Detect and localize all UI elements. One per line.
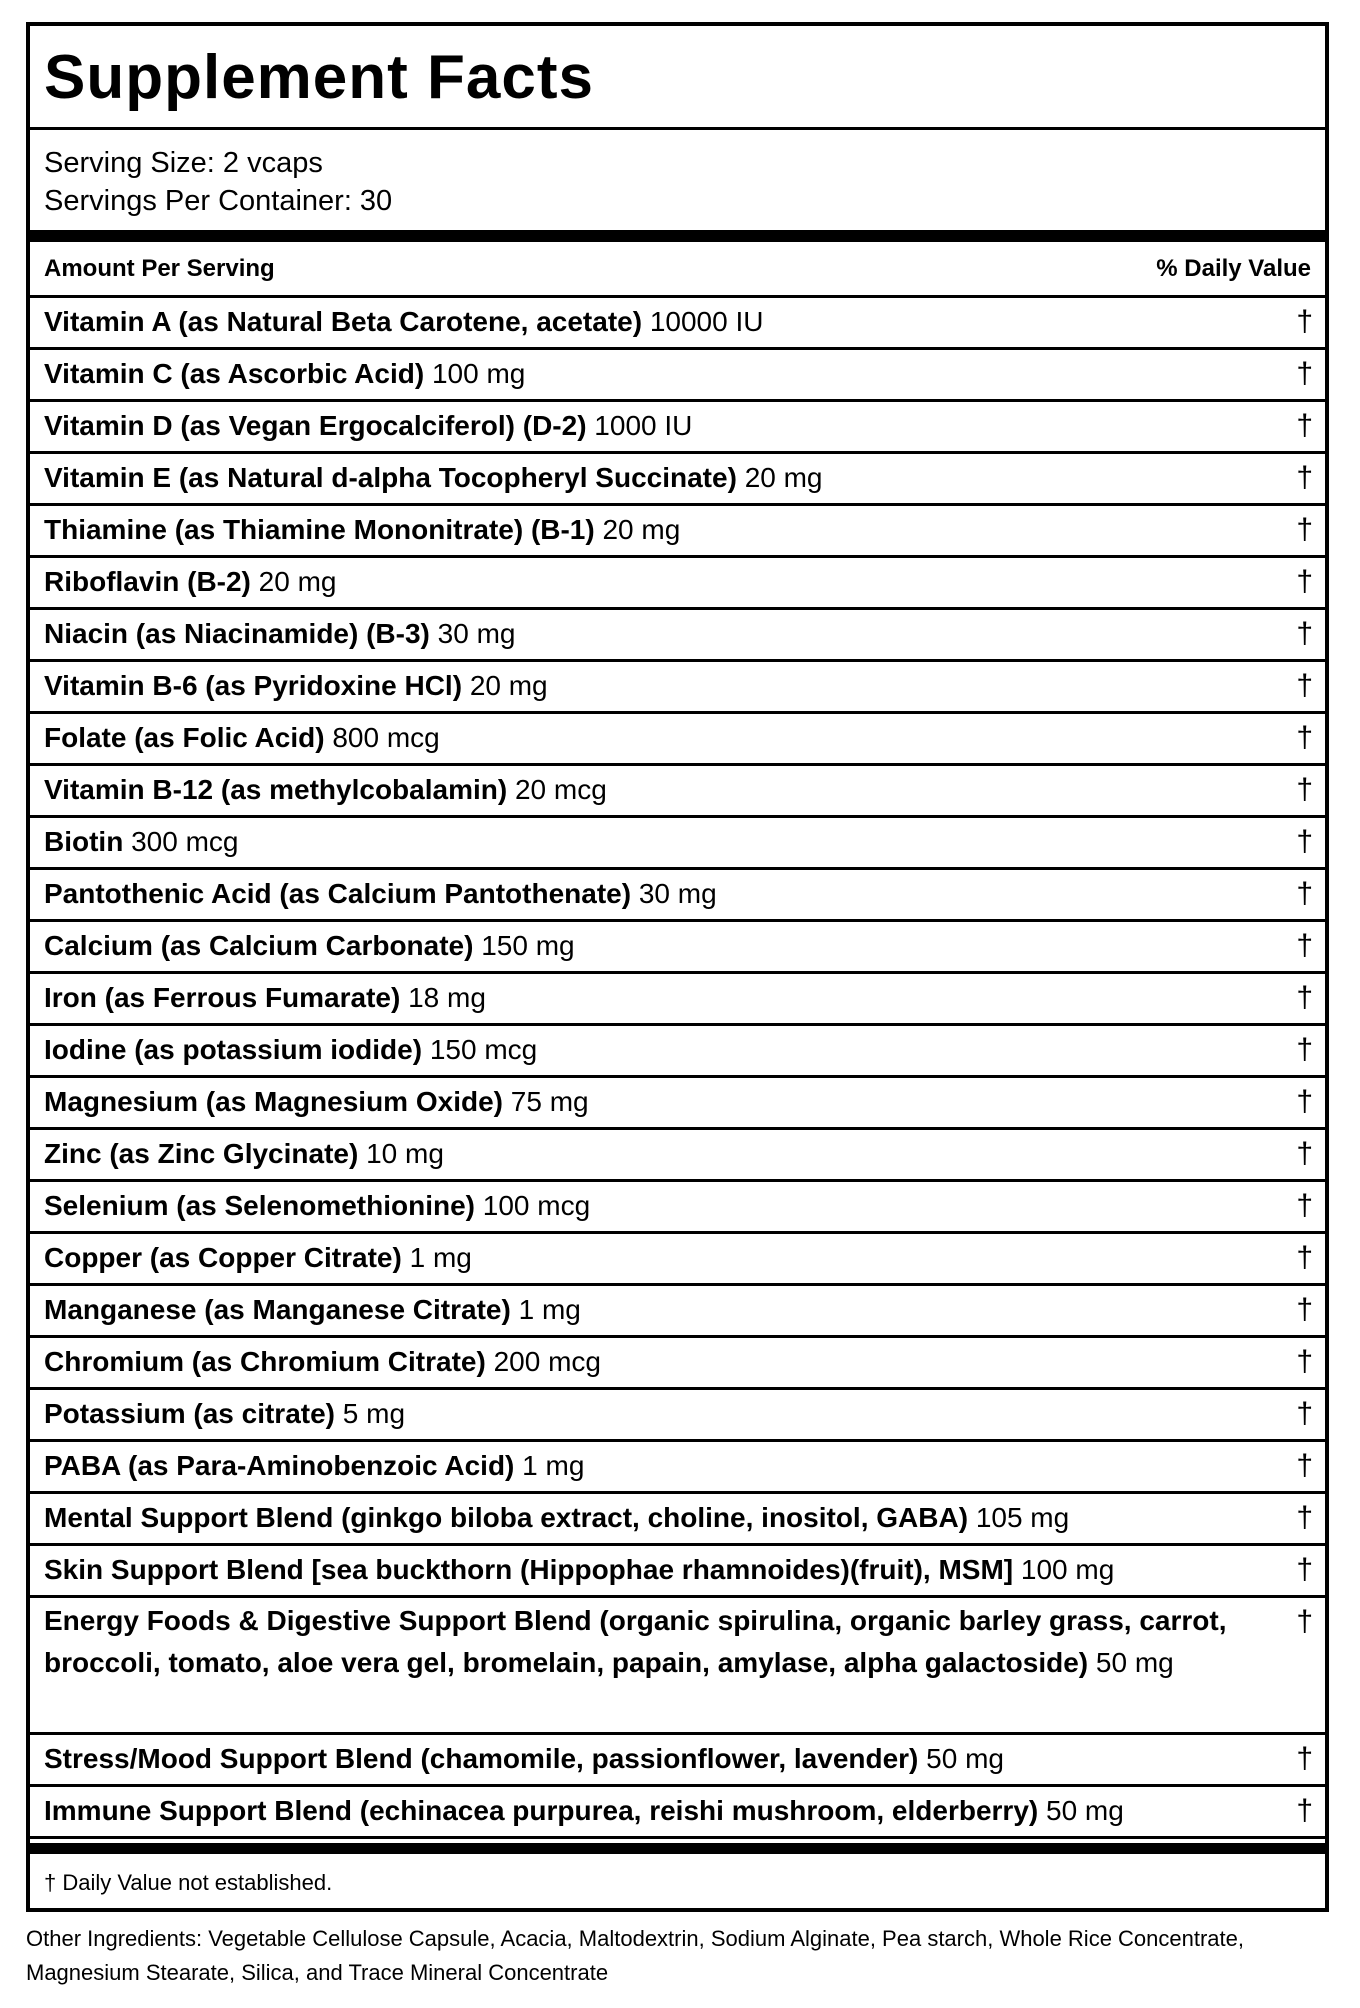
nutrient-row	[30, 1026, 1325, 1078]
nutrient-amount: 150 mcg	[429, 1034, 538, 1065]
daily-value-dagger: †	[1296, 1137, 1313, 1170]
nutrient-amount: 1 mg	[409, 1242, 472, 1273]
nutrient-name: Immune Support Blend (echinacea purpurea, reishi mushroom, elderberry)	[44, 1795, 1039, 1826]
nutrient-amount: 1 mg	[522, 1450, 585, 1481]
daily-value-dagger: †	[1296, 1189, 1313, 1222]
daily-value-dagger: †	[1296, 409, 1313, 442]
nutrient-name: Copper (as Copper Citrate)	[44, 1242, 402, 1273]
nutrient-amount: 50 mg	[1095, 1647, 1174, 1678]
daily-value-dagger: †	[1296, 1293, 1313, 1326]
daily-value-dagger: †	[1296, 357, 1313, 390]
daily-value-dagger: †	[1296, 1794, 1313, 1827]
other-ingredients: Other Ingredients: Vegetable Cellulose Capsule, Acacia, Maltodextrin, Sodium Alginate, Pea starch, Whole Rice Concentrate, Magnesium Stearate, Silica, and Trace Mineral Concentrate	[26, 1926, 1245, 1985]
nutrient-row	[30, 714, 1325, 766]
nutrient-amount: 150 mg	[481, 930, 575, 961]
nutrient-amount: 1000 IU	[594, 410, 693, 441]
thick-divider	[30, 230, 1325, 242]
nutrient-amount: 50 mg	[1046, 1795, 1124, 1826]
panel-title: Supplement Facts	[30, 26, 1325, 130]
nutrient-amount: 800 mcg	[332, 722, 440, 753]
daily-value-dagger: †	[1296, 773, 1313, 806]
nutrient-name: PABA (as Para-Aminobenzoic Acid)	[44, 1450, 515, 1481]
nutrient-amount: 20 mg	[258, 566, 337, 597]
nutrient-name: Stress/Mood Support Blend (chamomile, passionflower, lavender)	[44, 1743, 919, 1774]
nutrient-name: Skin Support Blend [sea buckthorn (Hippophae rhamnoides)(fruit), MSM]	[44, 1554, 1014, 1585]
daily-value-dagger: †	[1296, 1085, 1313, 1118]
daily-value-dagger: †	[1296, 1742, 1313, 1775]
nutrient-amount: 30 mg	[638, 878, 717, 909]
daily-value-dagger: †	[1296, 825, 1313, 858]
nutrient-amount: 10 mg	[366, 1138, 444, 1169]
amount-per-serving-label: Amount Per Serving	[44, 254, 275, 282]
nutrient-name: Potassium (as citrate)	[44, 1398, 335, 1429]
nutrient-amount: 30 mg	[437, 618, 516, 649]
nutrient-name: Vitamin B-6 (as Pyridoxine HCl)	[44, 670, 463, 701]
nutrient-row	[30, 974, 1325, 1026]
daily-value-dagger: †	[1296, 1397, 1313, 1430]
daily-value-dagger: †	[1296, 981, 1313, 1014]
daily-value-dagger: †	[1296, 1033, 1313, 1066]
nutrient-row	[30, 610, 1325, 662]
nutrient-amount: 300 mcg	[131, 826, 239, 857]
nutrient-name: Magnesium (as Magnesium Oxide)	[44, 1086, 503, 1117]
nutrient-name: Biotin	[44, 826, 124, 857]
nutrient-name: Iron (as Ferrous Fumarate)	[44, 982, 401, 1013]
nutrient-row	[30, 662, 1325, 714]
daily-value-dagger: †	[1296, 513, 1313, 546]
nutrient-name: Iodine (as potassium iodide)	[44, 1034, 423, 1065]
nutrient-amount: 20 mg	[469, 670, 548, 701]
nutrient-row	[30, 1390, 1325, 1442]
daily-value-dagger: †	[1296, 1449, 1313, 1482]
footnote: † Daily Value not established.	[44, 1870, 333, 1895]
nutrient-amount: 100 mcg	[482, 1190, 591, 1221]
nutrient-name: Selenium (as Selenomethionine)	[44, 1190, 475, 1221]
nutrient-row	[30, 1546, 1325, 1598]
nutrient-row	[30, 1182, 1325, 1234]
nutrient-row	[30, 1494, 1325, 1546]
nutrient-row	[30, 558, 1325, 610]
nutrient-row	[30, 454, 1325, 506]
nutrient-amount: 20 mg	[744, 462, 823, 493]
nutrient-name: Vitamin C (as Ascorbic Acid)	[44, 358, 425, 389]
nutrient-name: Manganese (as Manganese Citrate)	[44, 1294, 511, 1325]
nutrient-amount: 1 mg	[518, 1294, 581, 1325]
servings-per-container: Servings Per Container: 30	[44, 185, 393, 217]
nutrient-row	[30, 766, 1325, 818]
daily-value-dagger: †	[1296, 929, 1313, 962]
nutrient-amount: 18 mg	[408, 982, 486, 1013]
daily-value-dagger: †	[1296, 1345, 1313, 1378]
nutrient-amount: 105 mg	[975, 1502, 1070, 1533]
nutrient-row	[30, 1338, 1325, 1390]
nutrient-amount: 75 mg	[510, 1086, 589, 1117]
nutrient-row	[30, 1598, 1325, 1735]
daily-value-dagger: †	[1296, 721, 1313, 754]
daily-value-dagger: †	[1296, 1605, 1313, 1638]
nutrient-list	[30, 298, 1325, 1839]
nutrient-amount: 5 mg	[342, 1398, 406, 1429]
nutrient-amount: 100 mg	[431, 358, 526, 389]
nutrient-amount: 200 mcg	[493, 1346, 602, 1377]
nutrient-row	[30, 1787, 1325, 1839]
nutrient-name: Riboflavin (B-2)	[44, 566, 251, 597]
nutrient-name: Vitamin E (as Natural d-alpha Tocopheryl Succinate)	[44, 462, 737, 493]
thick-divider-bottom	[30, 1843, 1325, 1854]
nutrient-row	[30, 922, 1325, 974]
supplement-facts-panel	[26, 22, 1329, 1912]
nutrient-amount: 10000 IU	[649, 306, 764, 337]
daily-value-dagger: †	[1296, 1553, 1313, 1586]
daily-value-dagger: †	[1296, 617, 1313, 650]
daily-value-dagger: †	[1296, 669, 1313, 702]
daily-value-dagger: †	[1296, 565, 1313, 598]
nutrient-name: Chromium (as Chromium Citrate)	[44, 1346, 486, 1377]
nutrient-row	[30, 1286, 1325, 1338]
nutrient-row	[30, 818, 1325, 870]
daily-value-dagger: †	[1296, 461, 1313, 494]
nutrient-row	[30, 1130, 1325, 1182]
nutrient-amount: 20 mcg	[514, 774, 607, 805]
nutrient-amount: 100 mg	[1020, 1554, 1115, 1585]
nutrient-row	[30, 350, 1325, 402]
daily-value-dagger: †	[1296, 877, 1313, 910]
column-header	[30, 242, 1325, 298]
nutrient-name: Zinc (as Zinc Glycinate)	[44, 1138, 359, 1169]
nutrient-row	[30, 402, 1325, 454]
daily-value-dagger: †	[1296, 1241, 1313, 1274]
nutrient-name: Energy Foods & Digestive Support Blend (organic spirulina, organic barley grass, carrot, broccoli, tomato, aloe vera gel, bromelain, papain, amylase, alpha galactoside)	[44, 1605, 1227, 1678]
nutrient-name: Thiamine (as Thiamine Mononitrate) (B-1)	[44, 514, 595, 545]
nutrient-name: Vitamin B-12 (as methylcobalamin)	[44, 774, 508, 805]
nutrient-name: Pantothenic Acid (as Calcium Pantothenate)	[44, 878, 632, 909]
nutrient-name: Mental Support Blend (ginkgo biloba extract, choline, inositol, GABA)	[44, 1502, 969, 1533]
daily-value-dagger: †	[1296, 305, 1313, 338]
nutrient-name: Calcium (as Calcium Carbonate)	[44, 930, 474, 961]
nutrient-amount: 50 mg	[926, 1743, 1004, 1774]
nutrient-row	[30, 870, 1325, 922]
nutrient-row	[30, 506, 1325, 558]
nutrient-amount: 20 mg	[602, 514, 681, 545]
nutrient-row	[30, 1735, 1325, 1787]
nutrient-name: Niacin (as Niacinamide) (B-3)	[44, 618, 430, 649]
nutrient-name: Folate (as Folic Acid)	[44, 722, 325, 753]
daily-value-dagger: †	[1296, 1501, 1313, 1534]
nutrient-row	[30, 1078, 1325, 1130]
daily-value-label: % Daily Value	[1156, 254, 1311, 282]
nutrient-row	[30, 1442, 1325, 1494]
nutrient-name: Vitamin A (as Natural Beta Carotene, acetate)	[44, 306, 643, 337]
nutrient-name: Vitamin D (as Vegan Ergocalciferol) (D-2)	[44, 410, 587, 441]
serving-info	[30, 130, 1325, 230]
serving-size: Serving Size: 2 vcaps	[44, 147, 323, 179]
nutrient-row	[30, 298, 1325, 350]
nutrient-row	[30, 1234, 1325, 1286]
